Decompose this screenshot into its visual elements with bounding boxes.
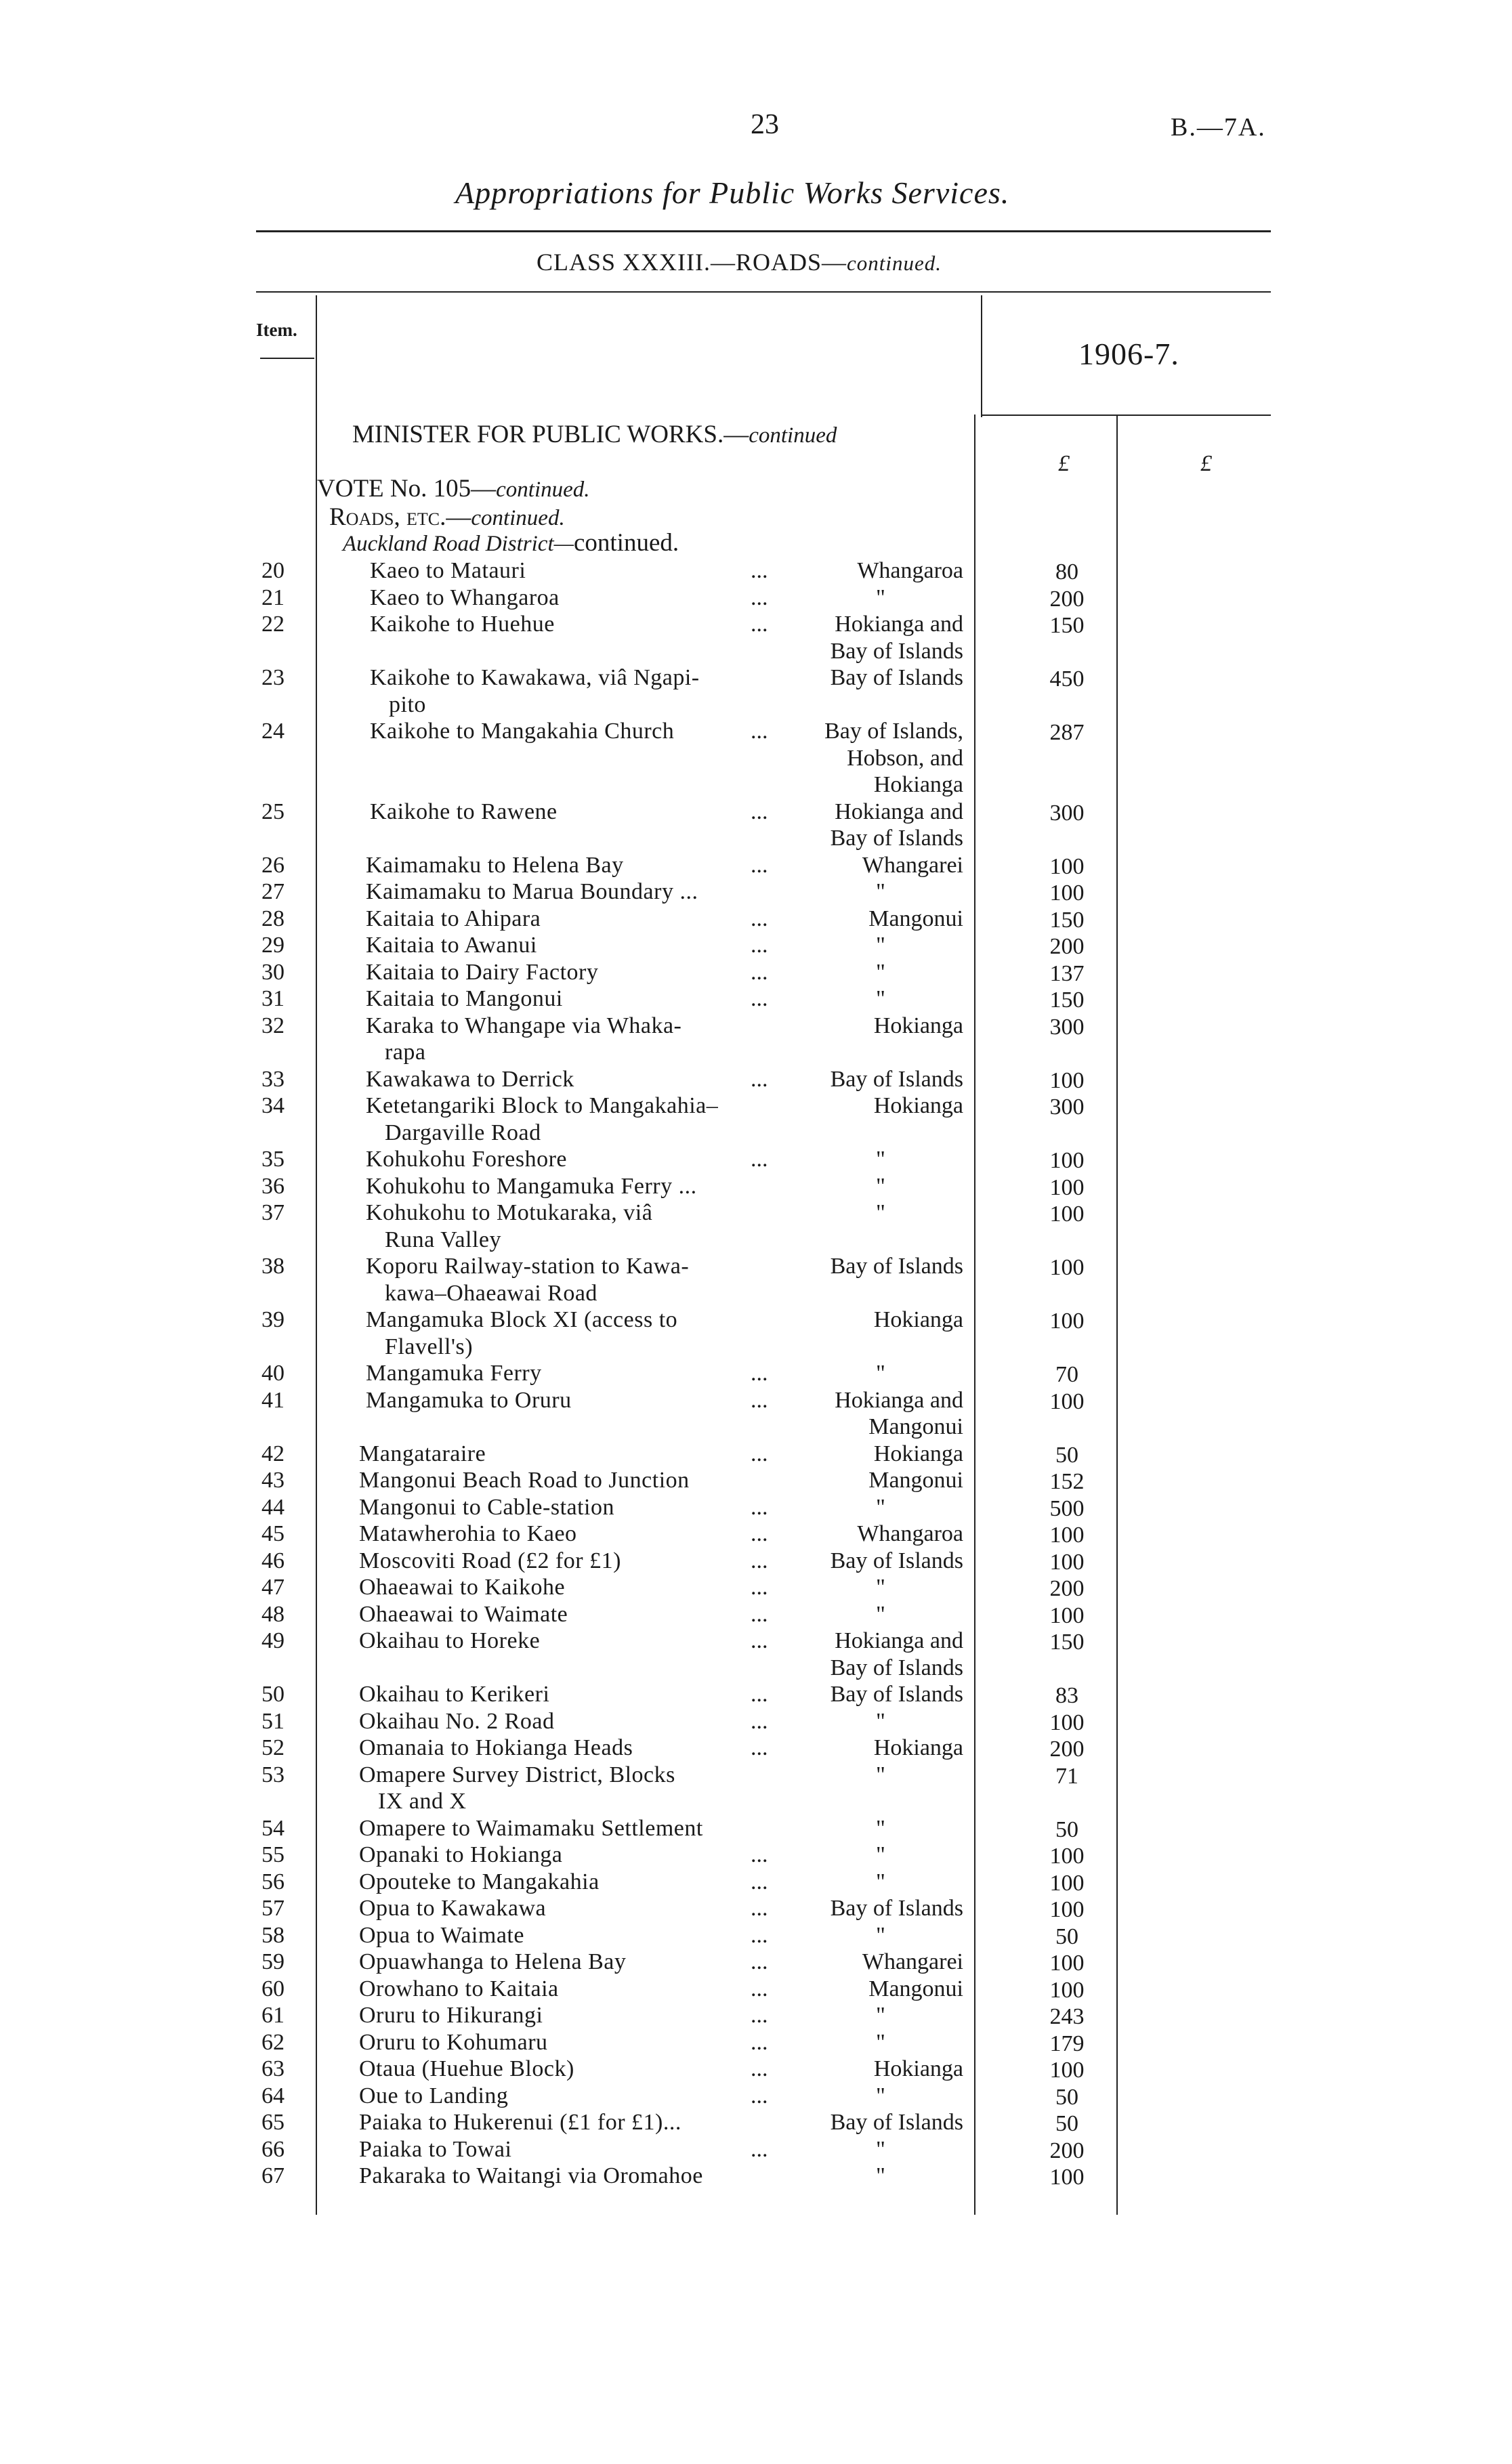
- road-description: Oruru to Hikurangi: [359, 2003, 543, 2028]
- appropriation-amount: 100: [1049, 1388, 1085, 1414]
- road-description: Kaikohe to Rawene: [370, 799, 558, 824]
- county-district: ": [876, 2029, 885, 2055]
- county-district: Mangonui: [868, 906, 963, 931]
- item-number: 20: [261, 558, 285, 583]
- item-number: 40: [261, 1361, 285, 1386]
- item-number: 55: [261, 1842, 285, 1867]
- appropriation-amount: 150: [1049, 613, 1085, 638]
- class-heading: [537, 248, 942, 276]
- class-heading-continued: continued.: [847, 251, 942, 275]
- vote-heading-continued: continued.: [496, 477, 590, 502]
- appropriation-amount: 200: [1049, 586, 1085, 612]
- county-district: Hokianga: [873, 2056, 963, 2081]
- road-description: Orowhano to Kaitaia: [359, 1976, 559, 2001]
- leader-dots: ...: [751, 1548, 768, 1573]
- appropriation-amount: 70: [1055, 1362, 1078, 1387]
- item-number: 50: [261, 1682, 285, 1707]
- leader-dots: ...: [751, 1494, 768, 1520]
- item-number: 49: [261, 1628, 285, 1653]
- leader-dots: ...: [751, 558, 768, 583]
- road-description: Ohaeawai to Waimate: [359, 1601, 568, 1627]
- leader-dots: ...: [751, 1147, 768, 1172]
- county-district: Whangarei: [862, 852, 963, 878]
- county-district: ": [876, 1200, 885, 1225]
- road-description: Mangonui to Cable-station: [359, 1494, 615, 1520]
- road-description: Kawakawa to Derrick: [366, 1066, 574, 1092]
- road-description: Omapere to Waimamaku Settlement: [359, 1815, 703, 1841]
- item-number: 65: [261, 2110, 285, 2135]
- county-district: Hokianga: [873, 1735, 963, 1760]
- road-description: Ketetangariki Block to Mangakahia–: [366, 1093, 719, 1118]
- road-description: Paiaka to Towai: [359, 2136, 512, 2162]
- county-district: ": [876, 1575, 885, 1600]
- road-description: Kaimamaku to Marua Boundary ...: [366, 879, 698, 904]
- road-description: Kaeo to Matauri: [370, 558, 526, 583]
- district-heading-continued: continued.: [573, 529, 679, 557]
- appropriation-amount: 100: [1049, 1897, 1085, 1922]
- vote-heading: [317, 474, 590, 503]
- appropriation-amount: 150: [1049, 1630, 1085, 1655]
- county-district: ": [876, 2083, 885, 2108]
- county-district: Hokianga: [873, 1013, 963, 1038]
- item-number: 48: [261, 1601, 285, 1627]
- road-description: Kaitaia to Dairy Factory: [366, 959, 599, 985]
- appropriation-amount: 83: [1055, 1683, 1078, 1708]
- road-description: Pakaraka to Waitangi via Oromahoe: [359, 2163, 703, 2188]
- appropriation-amount: 100: [1049, 1844, 1085, 1869]
- appropriation-amount: 100: [1049, 1549, 1085, 1575]
- leader-dots: ...: [751, 1521, 768, 1546]
- leader-dots: ...: [751, 852, 768, 878]
- item-column-header: Item.: [256, 320, 297, 340]
- year-header-rule: [981, 415, 1271, 416]
- leader-dots: ...: [751, 2056, 768, 2081]
- item-number: 34: [261, 1093, 285, 1118]
- appropriation-amount: 100: [1049, 1977, 1085, 2003]
- item-number: 39: [261, 1307, 285, 1332]
- minister-heading-text: MINISTER FOR PUBLIC WORKS.—: [352, 421, 749, 448]
- amount-column-rule: [981, 295, 982, 417]
- appropriation-amount: 200: [1049, 1576, 1085, 1601]
- county-district: Bay of Islands,: [824, 719, 963, 744]
- appropriation-amount: 179: [1049, 2031, 1085, 2056]
- appropriation-amount: 100: [1049, 2058, 1085, 2083]
- appropriation-amount: 150: [1049, 987, 1085, 1013]
- leader-dots: ...: [751, 1066, 768, 1092]
- road-description: Mangonui Beach Road to Junction: [359, 1468, 690, 1493]
- appropriation-amount: 300: [1049, 1014, 1085, 1040]
- class-rule: [256, 291, 1271, 293]
- leader-dots: ...: [751, 2083, 768, 2108]
- appropriation-amount: 50: [1055, 2111, 1078, 2136]
- county-district: Hokianga: [873, 1441, 963, 1466]
- county-district: Mangonui: [868, 1976, 963, 2001]
- county-district: ": [876, 1869, 885, 1894]
- item-number: 43: [261, 1468, 285, 1493]
- road-description: Mangamuka to Oruru: [366, 1387, 572, 1413]
- road-description: Opuawhanga to Helena Bay: [359, 1949, 627, 1974]
- road-description: Dargaville Road: [385, 1120, 541, 1145]
- county-district: Hokianga and: [835, 1387, 963, 1413]
- leader-dots: ...: [751, 1441, 768, 1466]
- county-district: Mangonui: [868, 1414, 963, 1439]
- county-district: ": [876, 879, 885, 904]
- item-number: 56: [261, 1869, 285, 1894]
- county-district: Bay of Islands: [830, 1254, 963, 1279]
- appropriation-amount: 100: [1049, 1202, 1085, 1227]
- county-district: ": [876, 1922, 885, 1948]
- item-number: 58: [261, 1922, 285, 1948]
- total-column-rule: [1116, 415, 1118, 2215]
- item-number: 37: [261, 1200, 285, 1225]
- county-district: Bay of Islands: [830, 826, 963, 851]
- county-district: ": [876, 1494, 885, 1520]
- road-description: Koporu Railway-station to Kawa-: [366, 1254, 690, 1279]
- item-number: 66: [261, 2136, 285, 2162]
- item-number: 60: [261, 1976, 285, 2001]
- county-district: Bay of Islands: [830, 665, 963, 690]
- item-number: 26: [261, 852, 285, 878]
- item-number: 25: [261, 799, 285, 824]
- road-description: Mangataraire: [359, 1441, 486, 1466]
- road-description: Kohukohu to Mangamuka Ferry ...: [366, 1173, 697, 1199]
- county-district: ": [876, 1173, 885, 1199]
- amount-column-rule-lower: [974, 415, 975, 2215]
- road-description: Otaua (Huehue Block): [359, 2056, 574, 2081]
- item-number: 42: [261, 1441, 285, 1466]
- minister-heading: [352, 420, 837, 449]
- road-description: Kaeo to Whangaroa: [370, 585, 560, 610]
- county-district: Whangaroa: [857, 558, 963, 583]
- county-district: Bay of Islands: [830, 1066, 963, 1092]
- county-district: Hokianga and: [835, 799, 963, 824]
- road-description: Kaimamaku to Helena Bay: [366, 852, 624, 878]
- appropriation-amount: 300: [1049, 1095, 1085, 1120]
- county-district: Hokianga and: [835, 1628, 963, 1653]
- county-district: Hobson, and: [847, 745, 963, 771]
- leader-dots: ...: [751, 906, 768, 931]
- appropriation-amount: 50: [1055, 2084, 1078, 2110]
- county-district: ": [876, 2136, 885, 2162]
- leader-dots: ...: [751, 933, 768, 958]
- road-description: IX and X: [378, 1789, 467, 1814]
- appropriation-amount: 80: [1055, 559, 1078, 585]
- appropriation-amount: 100: [1049, 1309, 1085, 1334]
- road-description: Ohaeawai to Kaikohe: [359, 1575, 566, 1600]
- leader-dots: ...: [751, 1735, 768, 1760]
- leader-dots: ...: [751, 1361, 768, 1386]
- leader-dots: ...: [751, 1869, 768, 1894]
- county-district: Bay of Islands: [830, 638, 963, 664]
- item-number: 51: [261, 1708, 285, 1734]
- county-district: ": [876, 585, 885, 610]
- road-description: Oruru to Kohumaru: [359, 2029, 548, 2055]
- appropriation-amount: 200: [1049, 1737, 1085, 1762]
- appropriation-amount: 100: [1049, 1951, 1085, 1976]
- county-district: Bay of Islands: [830, 1682, 963, 1707]
- item-number: 41: [261, 1387, 285, 1413]
- county-district: Hokianga: [873, 772, 963, 797]
- item-number: 44: [261, 1494, 285, 1520]
- road-description: Karaka to Whangape via Whaka-: [366, 1013, 682, 1038]
- road-description: Kaitaia to Awanui: [366, 933, 537, 958]
- pound-symbol-total: £: [1200, 451, 1212, 476]
- minister-heading-continued: continued: [749, 423, 837, 448]
- road-description: Okaihau to Horeke: [359, 1628, 541, 1653]
- item-number: 45: [261, 1521, 285, 1546]
- appropriation-amount: 100: [1049, 853, 1085, 879]
- road-description: Kaikohe to Huehue: [370, 612, 555, 637]
- leader-dots: ...: [751, 585, 768, 610]
- leader-dots: ...: [751, 612, 768, 637]
- roads-heading-continued: continued.: [471, 506, 565, 530]
- item-number: 53: [261, 1762, 285, 1787]
- road-description: Kaitaia to Mangonui: [366, 986, 563, 1011]
- item-number: 67: [261, 2163, 285, 2188]
- county-district: ": [876, 1762, 885, 1787]
- county-district: ": [876, 933, 885, 958]
- item-number: 61: [261, 2003, 285, 2028]
- item-number: 28: [261, 906, 285, 931]
- item-number: 32: [261, 1013, 285, 1038]
- leader-dots: ...: [751, 2029, 768, 2055]
- road-description: Kaikohe to Kawakawa, viâ Ngapi-: [370, 665, 700, 690]
- page-title: Appropriations for Public Works Services.: [455, 175, 1010, 210]
- item-number: 36: [261, 1173, 285, 1199]
- leader-dots: ...: [751, 1628, 768, 1653]
- appropriation-amount: 100: [1049, 1709, 1085, 1735]
- item-number: 31: [261, 986, 285, 1011]
- district-heading: [343, 528, 679, 557]
- vote-heading-text: VOTE No. 105—: [317, 475, 497, 503]
- page-number: 23: [751, 109, 779, 140]
- item-number: 64: [261, 2083, 285, 2108]
- leader-dots: ...: [751, 1949, 768, 1974]
- county-district: Hokianga: [873, 1093, 963, 1118]
- appropriation-amount: 100: [1049, 1523, 1085, 1548]
- county-district: ": [876, 986, 885, 1011]
- road-description: Oue to Landing: [359, 2083, 509, 2108]
- appropriation-amount: 450: [1049, 666, 1085, 692]
- item-number: 38: [261, 1254, 285, 1279]
- appropriation-amount: 50: [1055, 1924, 1078, 1949]
- appropriation-amount: 500: [1049, 1495, 1085, 1521]
- county-district: ": [876, 959, 885, 985]
- appropriation-amount: 200: [1049, 2138, 1085, 2163]
- road-description: kawa–Ohaeawai Road: [385, 1280, 597, 1306]
- pound-symbol-amount: £: [1058, 451, 1070, 476]
- document-reference: B.—7A.: [1171, 113, 1266, 142]
- county-district: Bay of Islands: [830, 1548, 963, 1573]
- item-header-rule: [260, 358, 314, 359]
- road-description: Omapere Survey District, Blocks: [359, 1762, 675, 1787]
- appropriation-amount: 100: [1049, 2165, 1085, 2190]
- road-description: Kohukohu Foreshore: [366, 1147, 568, 1172]
- appropriation-amount: 100: [1049, 1148, 1085, 1173]
- item-number: 57: [261, 1896, 285, 1921]
- appropriation-amount: 287: [1049, 720, 1085, 745]
- item-number: 21: [261, 585, 285, 610]
- road-description: Opua to Waimate: [359, 1922, 524, 1948]
- leader-dots: ...: [751, 1682, 768, 1707]
- item-column-rule: [316, 295, 317, 2215]
- road-description: Omanaia to Hokianga Heads: [359, 1735, 633, 1760]
- item-number: 35: [261, 1147, 285, 1172]
- appropriation-amount: 152: [1049, 1469, 1085, 1494]
- county-district: Whangaroa: [857, 1521, 963, 1546]
- leader-dots: ...: [751, 1575, 768, 1600]
- county-district: ": [876, 2003, 885, 2028]
- road-description: Okaihau to Kerikeri: [359, 1682, 550, 1707]
- road-description: Kaitaia to Ahipara: [366, 906, 541, 931]
- header-rule: [256, 230, 1271, 232]
- item-number: 24: [261, 719, 285, 744]
- appropriation-amount: 243: [1049, 2004, 1085, 2029]
- roads-heading: [329, 503, 565, 532]
- district-heading-text: Auckland Road District—: [343, 532, 574, 556]
- class-heading-text: CLASS XXXIII.—ROADS—: [537, 249, 847, 276]
- road-description: Opanaki to Hokianga: [359, 1842, 563, 1867]
- appropriation-amount: 50: [1055, 1442, 1078, 1468]
- roads-heading-text: Roads, etc.—: [329, 503, 471, 531]
- appropriation-amount: 200: [1049, 934, 1085, 959]
- road-description: Matawherohia to Kaeo: [359, 1521, 577, 1546]
- road-description: pito: [389, 692, 426, 717]
- road-description: Kaikohe to Mangakahia Church: [370, 719, 675, 744]
- county-district: Bay of Islands: [830, 1896, 963, 1921]
- leader-dots: ...: [751, 1922, 768, 1948]
- item-number: 63: [261, 2056, 285, 2081]
- appropriation-amount: 71: [1055, 1763, 1078, 1789]
- appropriation-amount: 100: [1049, 1174, 1085, 1200]
- leader-dots: ...: [751, 986, 768, 1011]
- road-description: Kohukohu to Motukaraka, viâ: [366, 1200, 653, 1225]
- county-district: Hokianga and: [835, 612, 963, 637]
- item-number: 62: [261, 2029, 285, 2055]
- item-number: 23: [261, 665, 285, 690]
- road-description: Moscoviti Road (£2 for £1): [359, 1548, 621, 1573]
- item-number: 59: [261, 1949, 285, 1974]
- leader-dots: ...: [751, 2003, 768, 2028]
- appropriation-amount: 100: [1049, 880, 1085, 906]
- appropriation-amount: 100: [1049, 1067, 1085, 1093]
- road-description: Flavell's): [385, 1334, 474, 1359]
- county-district: Bay of Islands: [830, 2110, 963, 2135]
- leader-dots: ...: [751, 1708, 768, 1734]
- road-description: Runa Valley: [385, 1227, 502, 1252]
- item-number: 29: [261, 933, 285, 958]
- road-description: Mangamuka Block XI (access to: [366, 1307, 678, 1332]
- item-number: 52: [261, 1735, 285, 1760]
- appropriation-amount: 100: [1049, 1255, 1085, 1280]
- county-district: Whangarei: [862, 1949, 963, 1974]
- leader-dots: ...: [751, 1842, 768, 1867]
- appropriation-amount: 137: [1049, 960, 1085, 986]
- item-number: 22: [261, 612, 285, 637]
- leader-dots: ...: [751, 2136, 768, 2162]
- county-district: ": [876, 1815, 885, 1841]
- item-number: 33: [261, 1066, 285, 1092]
- leader-dots: ...: [751, 1896, 768, 1921]
- item-number: 46: [261, 1548, 285, 1573]
- leader-dots: ...: [751, 719, 768, 744]
- appropriation-amount: 150: [1049, 907, 1085, 933]
- county-district: ": [876, 1147, 885, 1172]
- county-district: ": [876, 1708, 885, 1734]
- item-number: 30: [261, 959, 285, 985]
- leader-dots: ...: [751, 1976, 768, 2001]
- item-number: 47: [261, 1575, 285, 1600]
- county-district: Mangonui: [868, 1468, 963, 1493]
- road-description: Paiaka to Hukerenui (£1 for £1)...: [359, 2110, 681, 2135]
- county-district: ": [876, 2163, 885, 2188]
- road-description: Mangamuka Ferry: [366, 1361, 542, 1386]
- appropriation-amount: 300: [1049, 800, 1085, 826]
- item-number: 27: [261, 879, 285, 904]
- leader-dots: ...: [751, 1387, 768, 1413]
- year-column-header: 1906-7.: [1078, 337, 1179, 371]
- county-district: ": [876, 1361, 885, 1386]
- road-description: rapa: [385, 1040, 426, 1065]
- road-description: Okaihau No. 2 Road: [359, 1708, 555, 1734]
- appropriation-amount: 50: [1055, 1817, 1078, 1842]
- leader-dots: ...: [751, 799, 768, 824]
- county-district: ": [876, 1601, 885, 1627]
- road-description: Opua to Kawakawa: [359, 1896, 547, 1921]
- road-description: Opouteke to Mangakahia: [359, 1869, 600, 1894]
- leader-dots: ...: [751, 959, 768, 985]
- county-district: ": [876, 1842, 885, 1867]
- leader-dots: ...: [751, 1601, 768, 1627]
- appropriation-amount: 100: [1049, 1602, 1085, 1628]
- county-district: Hokianga: [873, 1307, 963, 1332]
- item-number: 54: [261, 1815, 285, 1841]
- appropriation-amount: 100: [1049, 1870, 1085, 1896]
- county-district: Bay of Islands: [830, 1655, 963, 1680]
